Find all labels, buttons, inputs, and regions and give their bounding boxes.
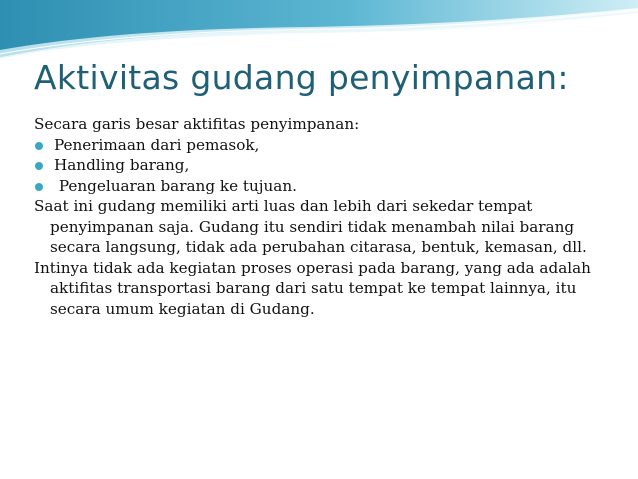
wave-banner [0, 0, 638, 60]
bullet-dot-icon [35, 142, 43, 150]
list-item [34, 176, 624, 197]
intro-text: Secara garis besar aktifitas penyimpanan: [34, 115, 360, 133]
paragraph-warehouse-essence: Intinya tidak ada kegiatan proses operasi pada barang, yang ada adalah aktifitas transportasi barang dari satu tempat ke tempat lainnya, itu secara umum kegiatan di Gudang. [34, 258, 591, 318]
bullet-dot-icon [35, 183, 43, 191]
activity-list [34, 135, 624, 197]
list-item-text: Pengeluaran barang ke tujuan. [54, 176, 297, 195]
list-item-text: Handling barang, [54, 156, 190, 174]
slide-body [34, 114, 624, 319]
slide-title: Aktivitas gudang penyimpanan: [34, 58, 569, 97]
list-item [34, 155, 624, 176]
list-item-text: Penerimaan dari pemasok, [54, 135, 260, 154]
list-item [34, 135, 624, 156]
bullet-dot-icon [35, 162, 43, 170]
paragraph-warehouse-meaning: Saat ini gudang memiliki arti luas dan lebih dari sekedar tempat penyimpanan saja. Gudang itu sendiri tidak menambah nilai barang secara langsung, tidak ada perubahan citarasa, bentuk, kemasan, dll. [34, 197, 587, 256]
